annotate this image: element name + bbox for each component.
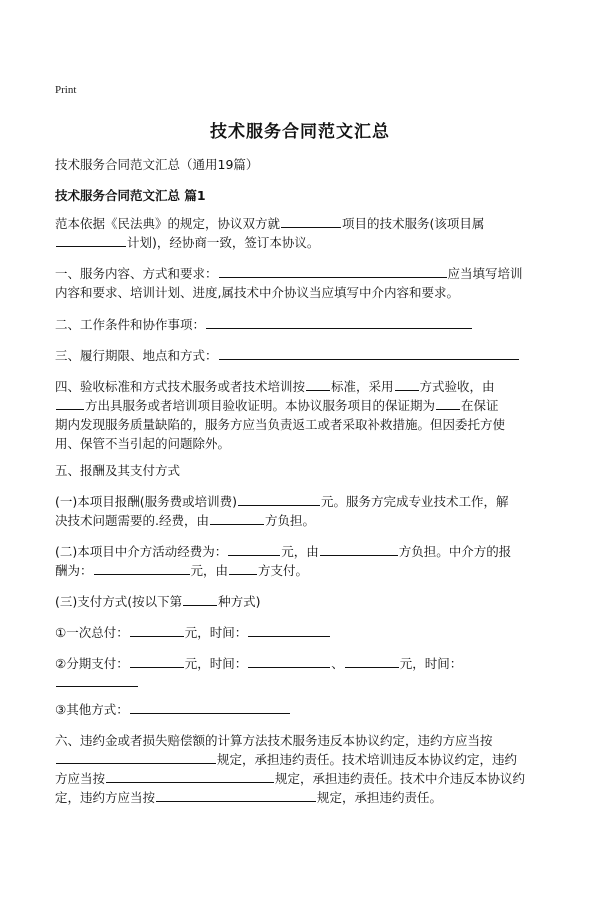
text-segment: 元，时间： — [184, 656, 248, 671]
fill-in-blank — [395, 377, 419, 391]
text-line — [55, 592, 550, 611]
text-segment: ③其他方式： — [55, 702, 129, 717]
text-segment: 方支付。 — [258, 563, 309, 578]
text-line — [55, 511, 550, 530]
text-line — [55, 673, 550, 692]
text-segment: 一、服务内容、方式和要求： — [55, 266, 218, 281]
fill-in-blank — [228, 542, 280, 556]
text-segment: (一)本项目报酬(服务费或培训费) — [55, 494, 238, 509]
fill-in-blank — [106, 769, 274, 783]
fill-in-blank — [130, 700, 290, 714]
text-line — [55, 396, 550, 415]
document-subtitle: 技术服务合同范文汇总（通用19篇） — [55, 157, 259, 172]
text-line — [55, 788, 550, 807]
fill-in-blank — [56, 750, 216, 764]
text-segment: 应当填写培训 — [447, 266, 523, 281]
fill-in-blank — [320, 542, 398, 556]
text-segment: 四、验收标准和方式技术服务或者技术培训按 — [55, 379, 306, 394]
text-line — [55, 542, 550, 561]
text-segment: 方出具服务或者培训项目验收证明。本协议服务项目的保证期为 — [85, 398, 436, 413]
text-line — [55, 769, 550, 788]
text-segment: 范本依据《民法典》的规定，协议双方就 — [55, 216, 281, 231]
lump-sum-paragraph — [55, 623, 550, 642]
text-segment: 、 — [331, 656, 344, 671]
text-segment: 二、工作条件和协作事项： — [55, 317, 206, 332]
fill-in-blank — [248, 623, 330, 637]
fill-in-blank — [156, 788, 316, 802]
text-segment: 元，时间： — [399, 656, 463, 671]
text-segment: 决技术问题需要的.经费，由 — [55, 513, 209, 528]
text-line: 内容和要求、培训计划、进度,属技术中介协议当应填写中介内容和要求。 — [55, 285, 459, 300]
text-segment: 标准，采用 — [331, 379, 394, 394]
text-segment: 种方式) — [218, 594, 261, 609]
print-label: Print — [55, 84, 77, 96]
intro-paragraph — [55, 214, 550, 252]
text-segment: 定，违约方应当按 — [55, 790, 156, 805]
text-line — [55, 346, 550, 365]
text-segment: 方式验收，由 — [419, 379, 495, 394]
fill-in-blank — [130, 623, 184, 637]
acceptance-paragraph — [55, 377, 550, 453]
text-segment: 元，由 — [190, 563, 229, 578]
fill-in-blank — [281, 214, 341, 228]
payment-method-paragraph — [55, 592, 550, 611]
liability-paragraph — [55, 731, 550, 807]
fill-in-blank — [219, 264, 447, 278]
installment-paragraph — [55, 654, 550, 692]
text-segment: (二)本项目中介方活动经费为： — [55, 544, 228, 559]
work-conditions-paragraph — [55, 315, 550, 334]
text-segment: 酬为： — [55, 563, 93, 578]
text-line — [55, 561, 550, 580]
text-line: 五、报酬及其支付方式 — [55, 463, 181, 478]
fill-in-blank — [56, 396, 84, 410]
text-segment: 方负担。 — [264, 513, 315, 528]
fill-in-blank — [206, 315, 472, 329]
text-line — [55, 492, 550, 511]
text-segment: 三、履行期限、地点和方式： — [55, 348, 218, 363]
text-segment: 项目的技术服务(该项目属 — [342, 216, 485, 231]
text-line: 用、保管不当引起的问题除外。 — [55, 436, 231, 451]
payment-heading-paragraph — [55, 461, 550, 480]
agency-fee-paragraph — [55, 542, 550, 580]
fill-in-blank — [56, 673, 138, 687]
performance-period-paragraph — [55, 346, 550, 365]
text-line — [55, 264, 550, 283]
text-line — [55, 315, 550, 334]
text-line — [55, 214, 550, 233]
fill-in-blank — [238, 492, 320, 506]
fill-in-blank — [183, 592, 217, 606]
other-method-paragraph — [55, 700, 550, 719]
fill-in-blank — [436, 396, 460, 410]
text-line — [55, 623, 550, 642]
text-segment: 元。服务方完成专业技术工作，解 — [321, 494, 509, 509]
text-segment: 规定，承担违约责任。技术培训违反本协议约定，违约 — [217, 752, 518, 767]
text-line: 六、违约金或者损失赔偿额的计算方法技术服务违反本协议约定，违约方应当按 — [55, 733, 493, 748]
text-line — [55, 233, 550, 252]
text-segment: 规定，承担违约责任。 — [317, 790, 443, 805]
text-line: 期内发现服务质量缺陷的，服务方应当负责返工或者采取补救措施。但因委托方使 — [55, 417, 506, 432]
document-title: 技术服务合同范文汇总 — [210, 122, 390, 142]
text-line — [55, 750, 550, 769]
text-segment: 规定，承担违约责任。技术中介违反本协议约 — [275, 771, 526, 786]
text-line — [55, 377, 550, 396]
fill-in-blank — [248, 654, 330, 668]
fill-in-blank — [210, 511, 264, 525]
text-segment: ②分期支付： — [55, 656, 129, 671]
section-heading: 技术服务合同范文汇总 篇1 — [55, 188, 206, 203]
service-content-paragraph — [55, 264, 550, 302]
text-segment: (三)支付方式(按以下第 — [55, 594, 183, 609]
text-line — [55, 700, 550, 719]
fill-in-blank — [306, 377, 330, 391]
fill-in-blank — [219, 346, 519, 360]
fill-in-blank — [229, 561, 257, 575]
text-segment: 方应当按 — [55, 771, 106, 786]
text-segment: 元，由 — [281, 544, 319, 559]
remuneration-paragraph — [55, 492, 550, 530]
text-segment: 在保证 — [461, 398, 499, 413]
text-segment: 计划)，经协商一致，签订本协议。 — [127, 235, 320, 250]
text-segment: ①一次总付： — [55, 625, 129, 640]
fill-in-blank — [345, 654, 399, 668]
text-line — [55, 654, 550, 673]
fill-in-blank — [56, 233, 126, 247]
text-segment: 元，时间： — [184, 625, 248, 640]
fill-in-blank — [94, 561, 190, 575]
fill-in-blank — [130, 654, 184, 668]
text-segment: 方负担。中介方的报 — [398, 544, 512, 559]
